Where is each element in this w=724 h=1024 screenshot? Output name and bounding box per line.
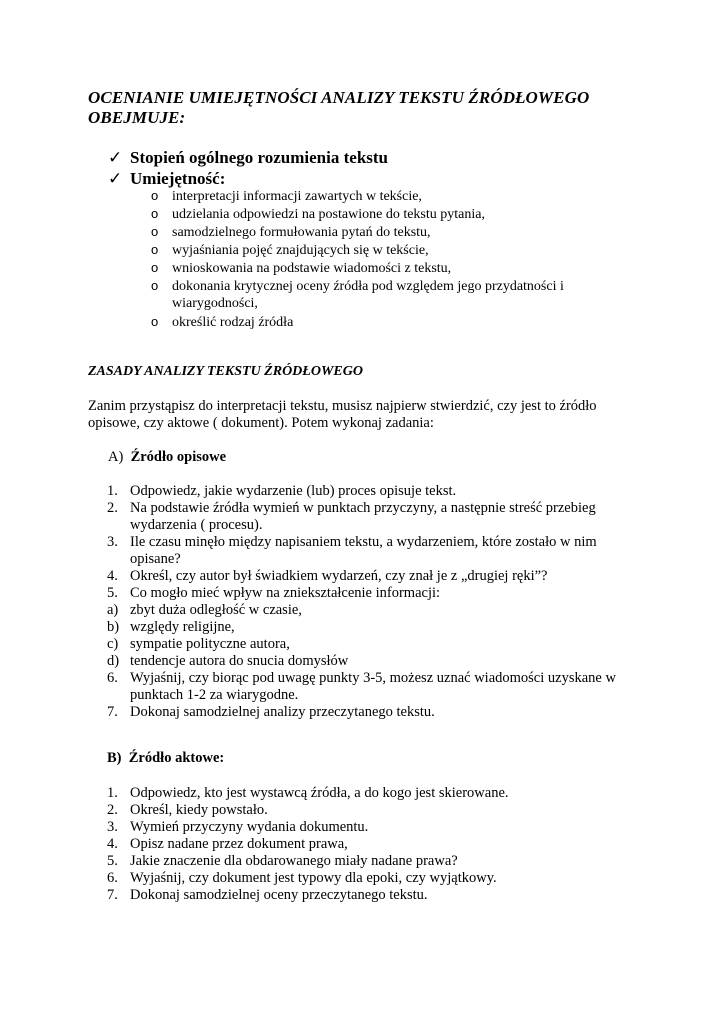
list-item: 6. Wyjaśnij, czy dokument jest typowy dla epoki, czy wyjątkowy. — [107, 870, 497, 886]
circle-bullet-icon: o — [151, 314, 159, 329]
intro-paragraph-line-2: opisowe, czy aktowe ( dokument). Potem wykonaj zadania: — [88, 415, 434, 431]
skill-list-item — [151, 223, 431, 242]
skill-list-item — [151, 313, 293, 332]
list-item: 6. Wyjaśnij, czy biorąc pod uwagę punkty 3-5, możesz uznać wiadomości uzyskane w — [107, 670, 616, 686]
list-item: 1. Odpowiedz, jakie wydarzenie (lub) proces opisuje tekst. — [107, 483, 457, 499]
skill-text: samodzielnego formułowania pytań do tekstu, — [172, 225, 431, 240]
list-item: 3. Ile czasu minęło między napisaniem tekstu, a wydarzeniem, które zostało w nim — [107, 534, 597, 550]
list-item-continuation: opisane? — [130, 551, 181, 567]
circle-bullet-icon: o — [151, 206, 159, 221]
list-item: 4. Określ, czy autor był świadkiem wydarzeń, czy znał je z „drugiej ręki”? — [107, 568, 548, 584]
section-a-label: Źródło opisowe — [130, 449, 227, 465]
circle-bullet-icon: o — [151, 278, 159, 293]
skill-list-item — [151, 259, 451, 278]
section-b-marker: B) — [107, 750, 122, 766]
list-item: 4. Opisz nadane przez dokument prawa, — [107, 836, 348, 852]
checklist-item-label: Stopień ogólnego rozumienia tekstu — [130, 148, 389, 167]
skill-list-item — [151, 187, 422, 206]
document-title-line-2: OBEJMUJE: — [88, 108, 186, 127]
list-item: 5. Co mogło mieć wpływ na zniekształcenie informacji: — [107, 585, 441, 601]
list-item: 2. Na podstawie źródła wymień w punktach przyczyny, a następnie streść przebieg — [107, 500, 596, 516]
checklist-item — [108, 168, 225, 189]
list-item: d) tendencje autora do snucia domysłów — [107, 653, 349, 669]
section-a-heading — [108, 449, 226, 466]
list-item: 2. Określ, kiedy powstało. — [107, 802, 268, 818]
list-item: 7. Dokonaj samodzielnej analizy przeczytanego tekstu. — [107, 704, 435, 720]
checkmark-icon: ✓ — [108, 148, 123, 167]
checkmark-icon: ✓ — [108, 169, 123, 188]
section-a-marker: A) — [108, 449, 124, 465]
skill-text: interpretacji informacji zawartych w tekście, — [172, 189, 422, 204]
intro-paragraph-line-1: Zanim przystąpisz do interpretacji tekstu, musisz najpierw stwierdzić, czy jest to źródło — [88, 398, 597, 414]
list-item: 1. Odpowiedz, kto jest wystawcą źródła, a do kogo jest skierowane. — [107, 785, 509, 801]
skill-text: wyjaśniania pojęć znajdujących się w tekście, — [172, 243, 429, 258]
list-item-continuation: punktach 1-2 za wiarygodne. — [130, 687, 299, 703]
skill-list-item — [151, 277, 564, 296]
list-item: 7. Dokonaj samodzielnej oceny przeczytanego tekstu. — [107, 887, 428, 903]
document-title-line-1: OCENIANIE UMIEJĘTNOŚCI ANALIZY TEKSTU ŹRÓDŁOWEGO — [88, 88, 590, 107]
skill-list-item-continuation — [151, 295, 258, 313]
list-item-continuation: wydarzenia ( procesu). — [130, 517, 263, 533]
list-item: 3. Wymień przyczyny wydania dokumentu. — [107, 819, 369, 835]
circle-bullet-icon: o — [151, 260, 159, 275]
skill-list-item — [151, 205, 485, 224]
checklist-item — [108, 147, 388, 168]
rules-heading: ZASADY ANALIZY TEKSTU ŹRÓDŁOWEGO — [88, 364, 363, 379]
circle-bullet-icon: o — [151, 242, 159, 257]
list-item: c) sympatie polityczne autora, — [107, 636, 290, 652]
circle-bullet-icon: o — [151, 224, 159, 239]
skill-text: dokonania krytycznej oceny źródła pod względem jego przydatności i — [172, 279, 564, 294]
skill-list-item — [151, 241, 429, 260]
list-item: b) względy religijne, — [107, 619, 235, 635]
checklist-item-label: Umiejętność: — [130, 169, 226, 188]
skill-text: wnioskowania na podstawie wiadomości z tekstu, — [172, 261, 452, 276]
list-item: 5. Jakie znaczenie dla obdarowanego miały nadane prawa? — [107, 853, 458, 869]
skill-text: określić rodzaj źródła — [172, 315, 294, 330]
circle-bullet-icon: o — [151, 188, 159, 203]
skill-text: wiarygodności, — [172, 296, 258, 311]
list-item: a) zbyt duża odległość w czasie, — [107, 602, 302, 618]
section-b-heading — [107, 750, 224, 767]
section-b-label: Źródło aktowe: — [128, 750, 225, 766]
skill-text: udzielania odpowiedzi na postawione do tekstu pytania, — [172, 207, 485, 222]
